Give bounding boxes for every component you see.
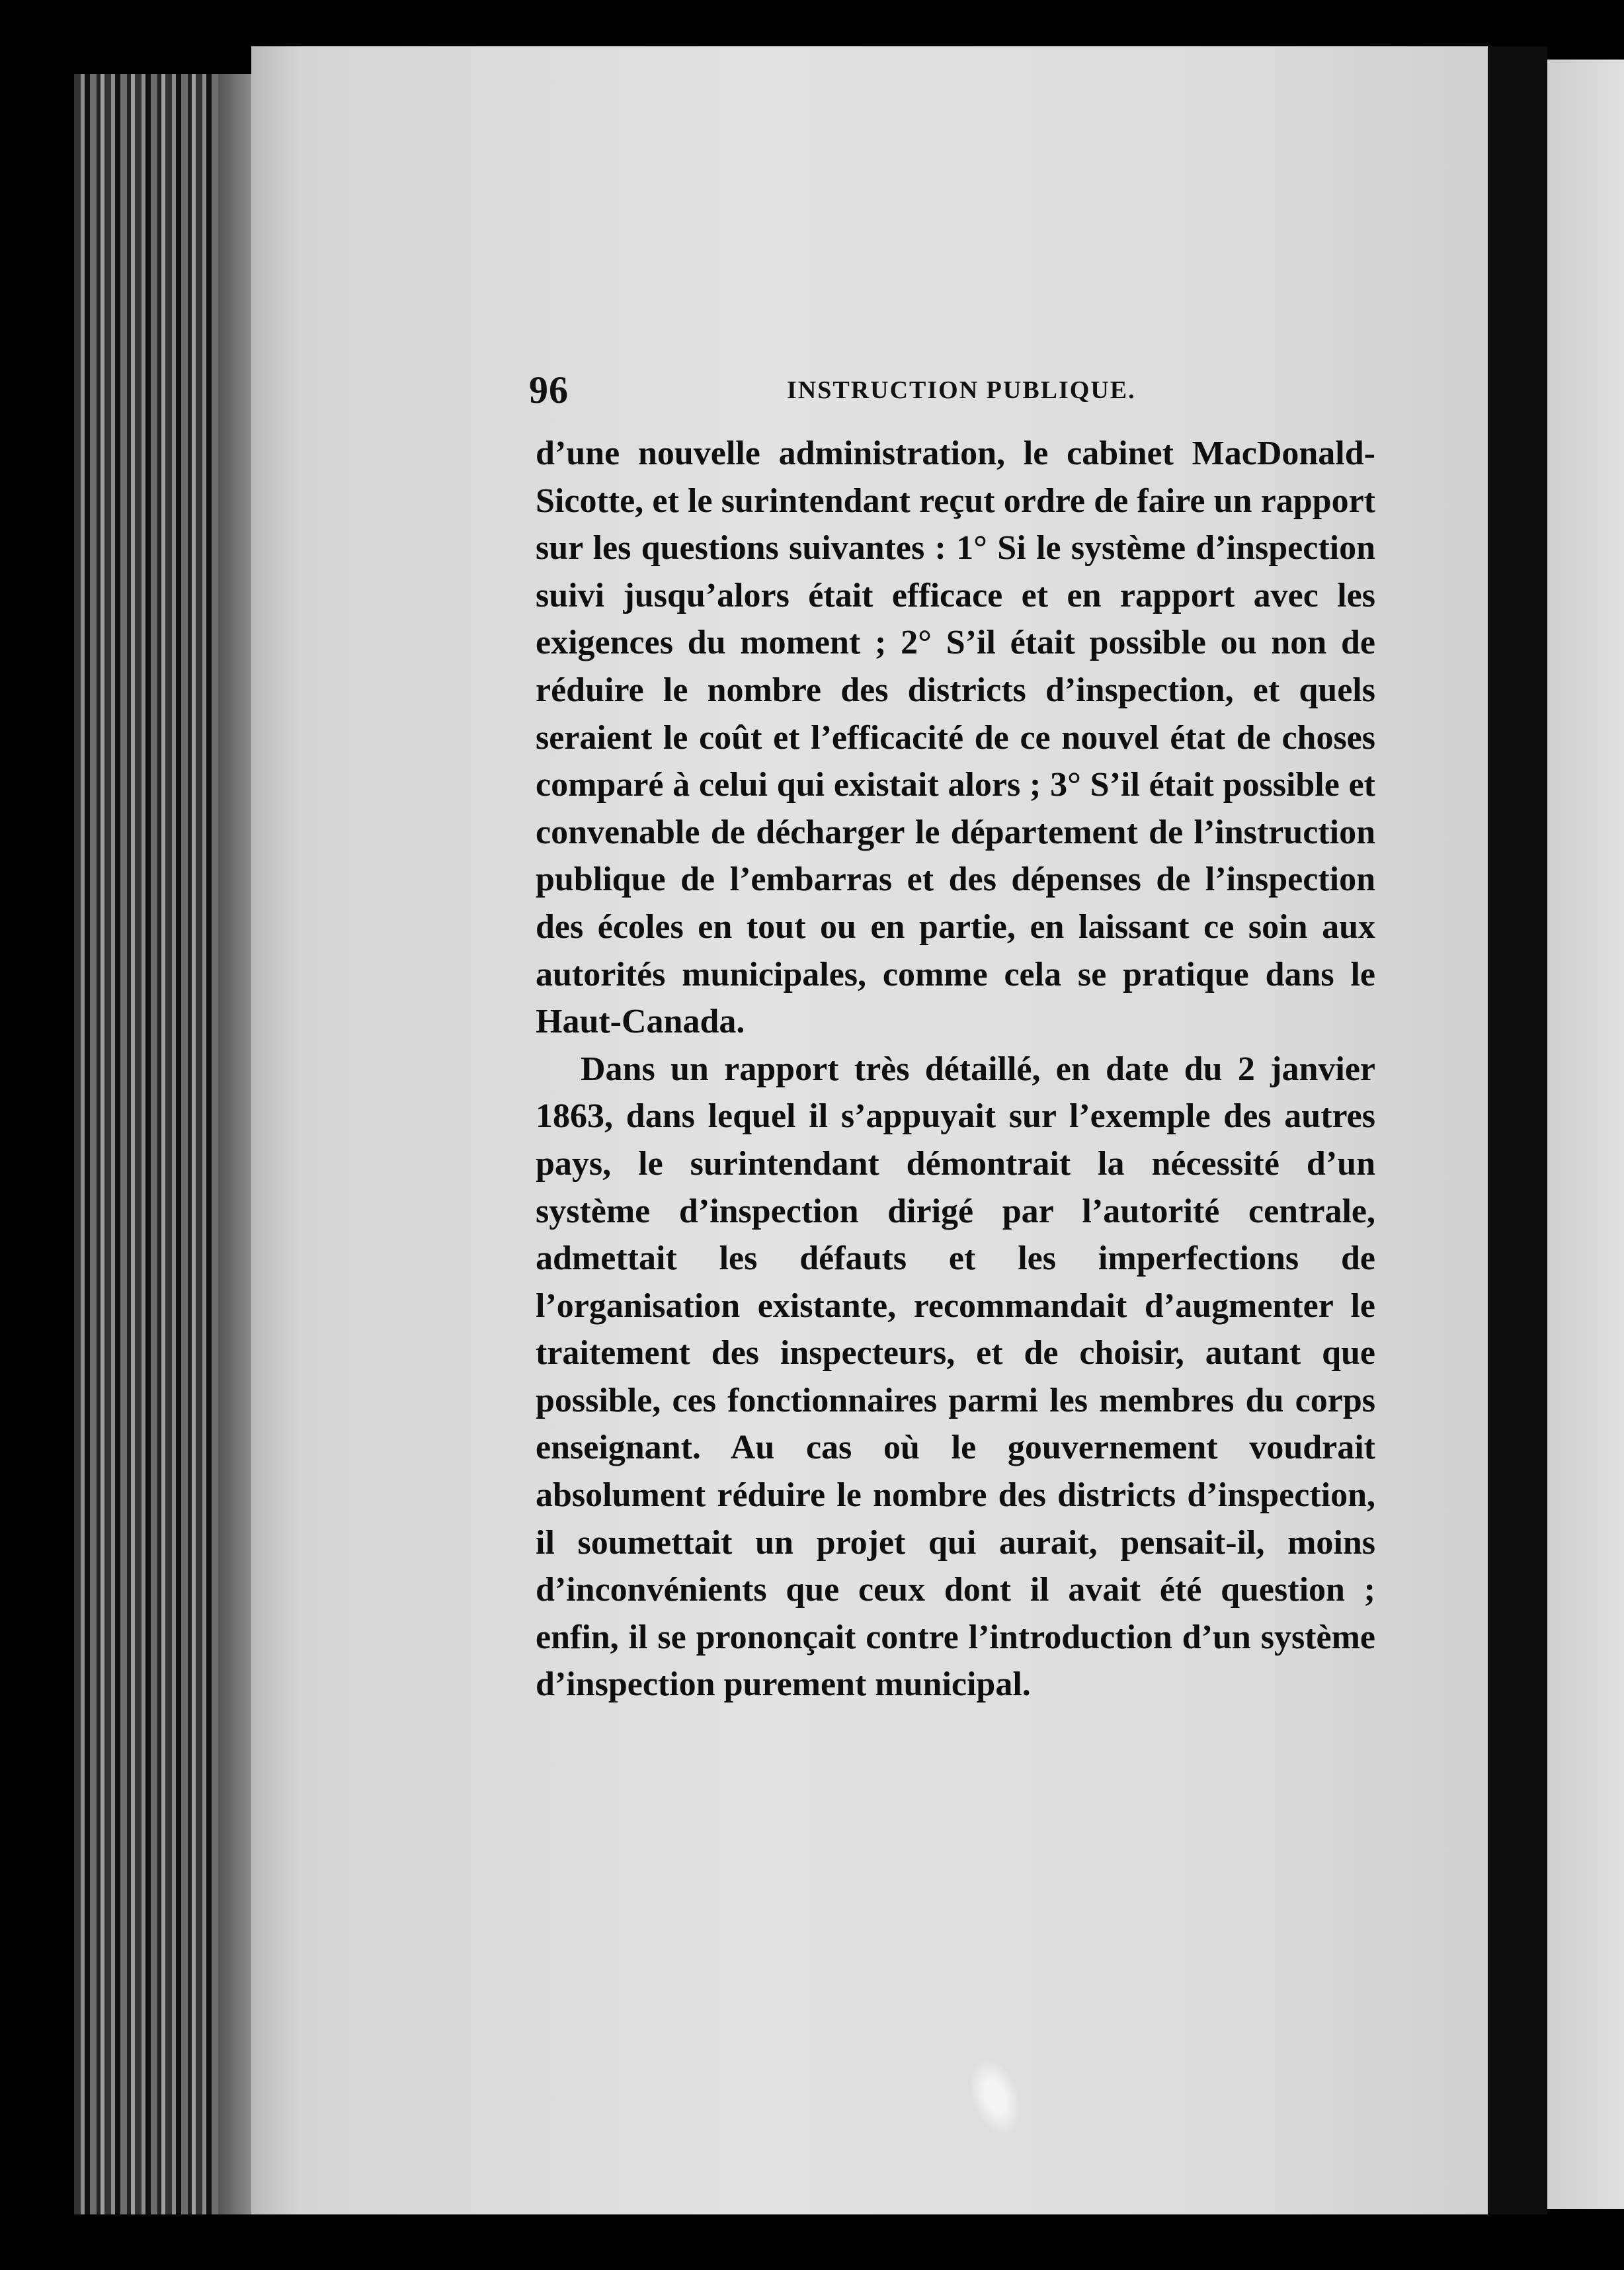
paragraph-2: Dans un rapport très détaillé, en date du 2 janvier 1863, dans lequel il s’appuyait sur l’exemple des autres pays, le surintendant démontrait la nécessité d’un système d’inspection dirigé par l’autorité centrale, admettait les défauts et les imperfections de l’organisation existante, recommandait d’augmenter le traitement des inspecteurs, et de choisir, autant que possible, ces fonctionnaires parmi les membres du corps enseignant. Au cas où le gouvernement voudrait absolument réduire le nombre des districts d’inspection, il soumettait un projet qui aurait, pensait-il, moins d’inconvénients que ceux dont il avait été question ; enfin, il se prononçait contre l’introduction d’un système d’inspection purement municipal.	[536, 1050, 1375, 1704]
facing-page-edge	[1547, 60, 1624, 2209]
page-binding-edge	[1488, 46, 1547, 2214]
page-number: 96	[529, 368, 569, 411]
paragraph-1: d’une nouvelle administration, le cabinet MacDonald-Sicotte, et le surintendant reçut ordre de faire un rapport sur les questions suivantes : 1° Si le système d’inspection suivi jusqu’alors était efficace et en rapport avec les exigences du moment ; 2° S’il était possible ou non de réduire le nombre des districts d’inspection, et quels seraient le coût et l’efficacité de ce nouvel état de choses comparé à celui qui existait alors ; 3° S’il était possible et convenable de décharger le département de l’instruction publique de l’embarras et des dépenses de l’inspection des écoles en tout ou en partie, en laissant ce soin aux autorités municipales, comme cela se pratique dans le Haut-Canada.	[536, 435, 1375, 1041]
page-header	[529, 368, 1389, 411]
body-text	[536, 430, 1375, 1708]
running-head: INSTRUCTION PUBLIQUE.	[787, 376, 1136, 404]
